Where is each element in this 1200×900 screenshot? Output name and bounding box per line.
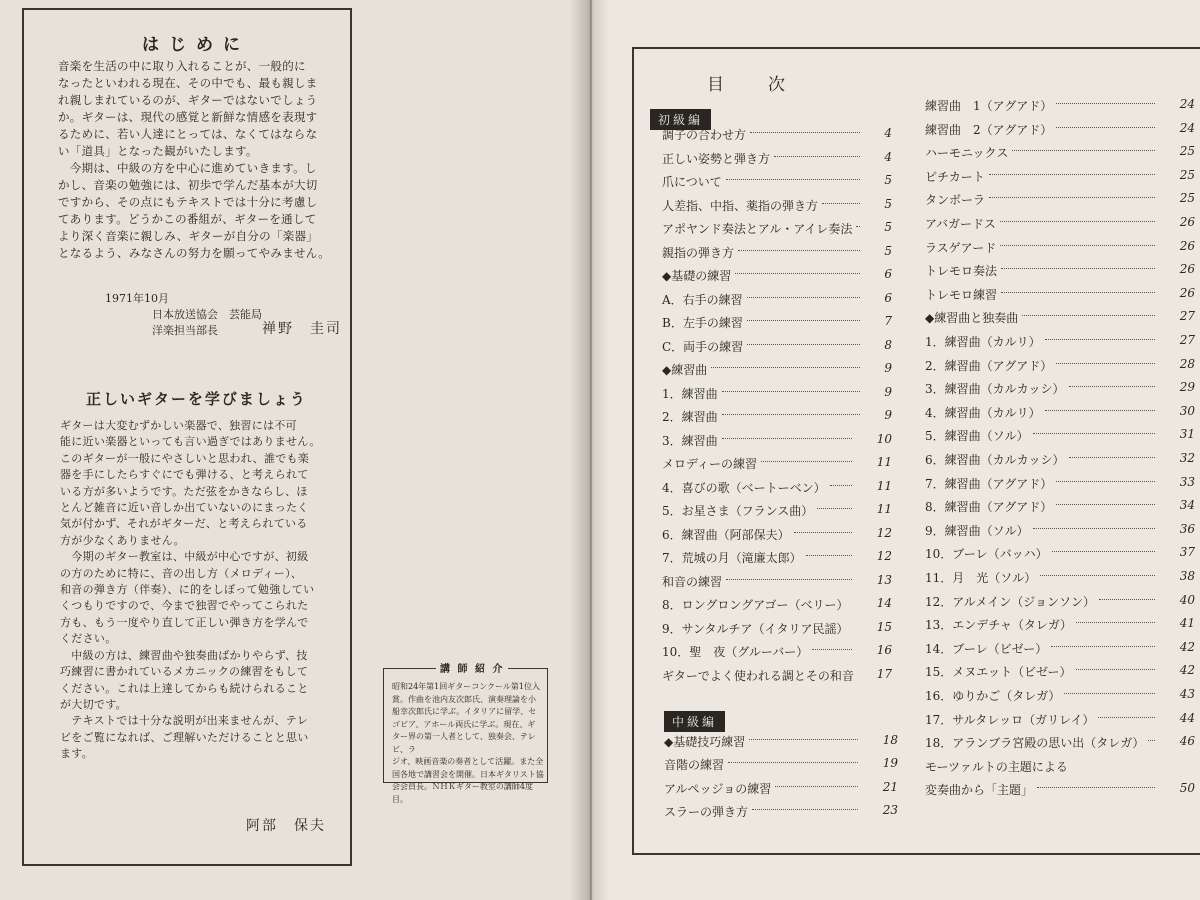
toc-entry-label: ◆基礎の練習 xyxy=(662,269,732,283)
toc-entry-page: 29 xyxy=(1179,380,1195,395)
preface-signer: 禅野 圭司 xyxy=(262,321,342,337)
toc-entry-label: 人差指、中指、薬指の弾き方 xyxy=(662,198,819,213)
toc-entry-label: 爪について xyxy=(662,175,722,189)
toc-leader-dots xyxy=(856,226,860,227)
toc-entry-label: 1．練習曲（カルリ） xyxy=(925,335,1041,349)
toc-entry xyxy=(662,173,892,189)
toc-entry xyxy=(925,498,1195,514)
toc-entry-label: ラスゲアード xyxy=(925,240,997,255)
toc-entry-page: 43 xyxy=(1179,687,1195,701)
toc-entry-label: トレモロ奏法 xyxy=(925,264,998,279)
toc-entry-label: A．右手の練習 xyxy=(662,292,743,307)
toc-entry-page: 9 xyxy=(884,384,892,399)
toc-entry-label: 練習曲 1（アグアド） xyxy=(925,99,1053,113)
toc-entry xyxy=(662,620,892,636)
toc-leader-dots xyxy=(1000,221,1155,222)
toc-entry-label: 正しい姿勢と弾き方 xyxy=(662,151,771,166)
toc-entry xyxy=(925,427,1195,443)
book-gutter xyxy=(570,0,610,900)
toc-entry-label: 5．練習曲（ソル） xyxy=(925,429,1029,444)
toc-entry-label: 変奏曲から「主題」 xyxy=(925,783,1034,798)
toc-entry xyxy=(925,286,1195,302)
toc-entry xyxy=(925,734,1195,750)
toc-entry-label: タンボーラ xyxy=(925,193,986,208)
toc-leader-dots xyxy=(722,391,860,392)
toc-entry xyxy=(662,244,892,260)
toc-leader-dots xyxy=(711,367,860,368)
toc-entry-page: 30 xyxy=(1179,403,1195,418)
toc-entry-label: ギターでよく使われる調とその和音 xyxy=(662,668,854,683)
toc-entry xyxy=(662,220,892,236)
toc-leader-dots xyxy=(728,762,858,763)
toc-entry-page: 42 xyxy=(1179,663,1195,678)
toc-entry xyxy=(925,333,1195,349)
toc-entry-page: 9 xyxy=(884,408,892,422)
toc-entry xyxy=(662,408,892,424)
toc-entry xyxy=(925,451,1195,467)
toc-leader-dots xyxy=(989,174,1155,175)
toc-entry-label: 10．聖 夜（グルーバー） xyxy=(662,645,809,659)
toc-entry-page: 26 xyxy=(1179,215,1195,229)
toc-leader-dots xyxy=(794,532,852,533)
toc-leader-dots xyxy=(747,297,860,298)
toc-entry-page: 25 xyxy=(1179,191,1195,206)
toc-entry-label: 2．練習曲（アグアド） xyxy=(925,358,1053,373)
toc-leader-dots xyxy=(812,649,852,650)
toc-entry xyxy=(664,756,898,772)
toc-entry-label: 7．荒城の月（滝廉太郎） xyxy=(662,551,802,565)
toc-leader-dots xyxy=(1099,599,1155,600)
toc-entry-label: 音階の練習 xyxy=(664,758,725,773)
toc-entry-label: メロディーの練習 xyxy=(662,457,758,471)
toc-entry-page: 5 xyxy=(884,243,892,258)
toc-entry-page: 38 xyxy=(1179,569,1195,583)
toc-entry-page: 11 xyxy=(876,455,892,469)
toc-entry-label: トレモロ練習 xyxy=(925,287,998,302)
toc-entry xyxy=(662,573,892,589)
toc-entry xyxy=(925,191,1195,207)
toc-entry-page: 36 xyxy=(1179,521,1195,536)
toc-entry xyxy=(664,733,898,749)
toc-entry-page: 27 xyxy=(1179,309,1195,324)
toc-entry xyxy=(925,616,1195,632)
toc-entry xyxy=(662,385,892,401)
toc-entry xyxy=(925,687,1195,703)
toc-entry-label: 6．練習曲（阿部保夫） xyxy=(662,527,790,542)
toc-entry-page: 16 xyxy=(876,643,892,657)
toc-entry-label: 10．ブーレ（バッハ） xyxy=(925,547,1048,562)
beginner-section-label: 初級編 xyxy=(650,109,711,130)
toc-entry xyxy=(662,643,892,659)
toc-entry xyxy=(662,267,892,283)
toc-entry-label: 4．喜びの歌（ベートーベン） xyxy=(662,480,826,495)
toc-entry-label: 12．アルメイン（ジョンソン） xyxy=(925,594,1095,609)
toc-entry xyxy=(664,803,898,819)
toc-leader-dots xyxy=(1000,245,1155,246)
toc-entry-label: 18．アランブラ宮殿の思い出（タレガ） xyxy=(925,736,1145,751)
toc-entry-page: 6 xyxy=(884,267,892,281)
toc-entry-label: 8．練習曲（アグアド） xyxy=(925,500,1053,515)
toc-entry-label: 16．ゆりかご（タレガ） xyxy=(925,689,1061,703)
toc-entry-label: 11．月 光（ソル） xyxy=(925,571,1037,585)
toc-entry-page: 34 xyxy=(1179,498,1195,513)
preface-position: 洋楽担当部長 xyxy=(152,324,218,337)
toc-entry-page: 27 xyxy=(1179,333,1195,347)
toc-entry xyxy=(925,239,1195,255)
toc-entry-label: 4．練習曲（カルリ） xyxy=(925,405,1041,420)
toc-entry-page: 37 xyxy=(1179,545,1195,560)
toc-entry xyxy=(662,291,892,307)
toc-entry-label: 8．ロングロングアゴー（ベリー） xyxy=(662,598,849,612)
toc-entry-page: 15 xyxy=(876,619,892,634)
toc-entry-page: 10 xyxy=(876,431,892,446)
toc-entry xyxy=(925,663,1195,679)
toc-entry-label: アポヤンド奏法とアル・アイレ奏法 xyxy=(662,222,853,236)
toc-entry-page: 9 xyxy=(884,361,892,375)
toc-entry-page: 25 xyxy=(1179,144,1195,159)
toc-entry-label: 調子の合わせ方 xyxy=(662,128,747,142)
preface-text: 音楽を生活の中に取り入れることが、一般的に なったといわれる現在、その中でも、最も親しま れ親しまれているのが、ギターではないでしょう か。ギターは、現代の感覚と新鮮な情感を表現す るために、若い人達にとっては、なくてはならな い「道具」となった観がいたします。 今期は、中級の方を中心に進めていきます。し かし、音楽の勉強には、初歩で学んだ基本が大切 ですから、その点にもテキストでは十分に考慮し てあります。どうかこの番組が、ギターを通して より深く音楽に親しみ、ギターが自分の「楽器」 となるよう、みなさんの努力を願ってやみません。 xyxy=(58,59,331,260)
section2-text: ギターは大変むずかしい楽器で、独習には不可 能に近い楽器といっても言い過ぎではありません。 このギターが一般にやさしいと思われ、誰でも楽 器を手にしたらすぐにでも弾ける、と考えられて いる方が多いようです。ただ弦をかきならし、ほ とんど雑音に近い音しか出ていないのにまったく 気が付かず、それがギターだ、と考えられている 方が少なくありません。 今期のギター教室は、中級が中心ですが、初級 の方のために特に、音の出し方（メロディー）、 和音の弾き方（伴奏）、に的をしぼって勉強してい くつもりですので、今まで独習でやってこられた 方も、もう一度やり直して正しい弾き方を学んで ください。 中級の方は、練習曲や独奏曲ばかりやらず、技 巧練習に書かれているメカニックの練習をもして ください。これは上達してからも続けられること が大切です。 テキストでは十分な説明が出来ませんが、テレ ビをご覧になれば、ご理解いただけることと思い ます。 xyxy=(60,419,321,761)
toc-leader-dots xyxy=(1045,410,1155,411)
toc-entry-page: 21 xyxy=(882,779,898,794)
toc-leader-dots xyxy=(830,485,852,486)
preface-date: 1971年10月 xyxy=(105,292,169,305)
toc-entry-page: 5 xyxy=(884,196,892,211)
toc-entry xyxy=(662,432,892,448)
toc-entry xyxy=(925,262,1195,278)
toc-entry-label: 3．練習曲 xyxy=(662,433,718,448)
toc-entry-page: 26 xyxy=(1179,285,1195,300)
toc-leader-dots xyxy=(1033,528,1155,529)
toc-entry xyxy=(925,121,1195,137)
toc-entry xyxy=(662,197,892,213)
section2-author: 阿部 保夫 xyxy=(246,818,326,834)
toc-entry-label: モーツァルトの主題による xyxy=(925,759,1068,774)
toc-entry xyxy=(662,338,892,354)
toc-entry xyxy=(925,309,1195,325)
toc-entry xyxy=(925,758,1195,774)
toc-entry-label: 5．お星さま（フランス曲） xyxy=(662,504,814,518)
toc-entry xyxy=(925,569,1195,585)
toc-entry xyxy=(662,549,892,565)
toc-entry xyxy=(925,475,1195,491)
toc-entry-label: スラーの弾き方 xyxy=(664,804,749,819)
toc-entry-page: 33 xyxy=(1179,474,1195,489)
toc-entry xyxy=(925,357,1195,373)
toc-entry-page: 24 xyxy=(1179,120,1195,135)
toc-entry xyxy=(664,780,898,796)
toc-entry-page: 26 xyxy=(1179,238,1195,253)
toc-leader-dots xyxy=(761,461,852,462)
toc-leader-dots xyxy=(774,156,860,157)
toc-entry-label: B．左手の練習 xyxy=(662,316,743,330)
toc-entry xyxy=(925,711,1195,727)
toc-entry-label: 親指の弾き方 xyxy=(662,245,735,260)
toc-entry-label: 9．練習曲（ソル） xyxy=(925,523,1029,538)
toc-entry xyxy=(662,314,892,330)
toc-leader-dots xyxy=(1056,504,1155,505)
toc-entry-page: 13 xyxy=(876,572,892,587)
preface-org: 日本放送協会 芸能局 xyxy=(152,308,262,321)
toc-leader-dots xyxy=(1022,315,1155,316)
toc-entry-page: 12 xyxy=(876,525,892,540)
toc-entry-page: 4 xyxy=(884,126,892,140)
toc-entry-label: 14．ブーレ（ビゼー） xyxy=(925,641,1048,656)
toc-entry xyxy=(925,144,1195,160)
toc-entry-label: 和音の練習 xyxy=(662,574,723,589)
toc-entry xyxy=(925,781,1195,797)
toc-leader-dots xyxy=(806,555,852,556)
toc-entry-label: ◆練習曲と独奏曲 xyxy=(925,311,1019,326)
toc-leader-dots xyxy=(1148,740,1155,741)
toc-leader-dots xyxy=(1033,433,1155,434)
toc-leader-dots xyxy=(1056,127,1155,128)
toc-entry-page: 41 xyxy=(1179,616,1195,631)
toc-entry-page: 19 xyxy=(882,756,898,771)
toc-entry-page: 28 xyxy=(1179,356,1195,371)
toc-entry-label: 練習曲 2（アグアド） xyxy=(925,122,1053,137)
toc-leader-dots xyxy=(1051,646,1155,647)
toc-leader-dots xyxy=(1012,150,1155,151)
toc-leader-dots xyxy=(989,197,1155,198)
toc-leader-dots xyxy=(726,179,860,180)
toc-leader-dots xyxy=(749,739,858,740)
toc-entry xyxy=(925,545,1195,561)
toc-entry-page: 11 xyxy=(876,502,892,516)
toc-entry-page: 4 xyxy=(884,149,892,164)
toc-leader-dots xyxy=(1001,292,1155,293)
toc-entry-page: 14 xyxy=(876,596,892,610)
toc-entry xyxy=(925,522,1195,538)
toc-entry-label: 9．サンタルチア（イタリア民謡） xyxy=(662,621,849,636)
toc-entry-label: アルペッジョの練習 xyxy=(664,781,772,796)
toc-leader-dots xyxy=(1040,575,1155,576)
intermediate-section-label: 中級編 xyxy=(664,711,725,732)
toc-entry xyxy=(662,526,892,542)
toc-entry-label: アバガードス xyxy=(925,217,996,231)
toc-leader-dots xyxy=(1069,386,1155,387)
toc-leader-dots xyxy=(735,273,860,274)
toc-leader-dots xyxy=(817,508,852,509)
toc-leader-dots xyxy=(750,132,860,133)
section2-title: 正しいギターを学びましょう xyxy=(86,390,307,408)
toc-leader-dots xyxy=(1056,481,1155,482)
toc-entry xyxy=(662,667,892,683)
toc-entry xyxy=(662,479,892,495)
toc-entry-label: C．両手の練習 xyxy=(662,339,744,354)
toc-leader-dots xyxy=(747,320,860,321)
toc-leader-dots xyxy=(726,579,852,580)
instructor-intro-text: 昭和24年第1回ギターコンクール第1位入 賞。作曲を池内友次郎氏、演奏理論を小 船幸次郎氏に学ぶ。イタリアに留学、セ ゴビア、アホール両氏に学ぶ。現在、ギ ター界の第一人者として、独奏会、テレビ、ラ ジオ、映画音楽の奏者として活躍。また全 国各地で講習会を開催。日本ギタリスト協 会会員長。ＮＨＫギター教室の講師4度目。 xyxy=(392,682,544,804)
toc-entry-label: 13．エンデチャ（タレガ） xyxy=(925,618,1073,633)
toc-entry xyxy=(662,126,892,142)
toc-entry xyxy=(662,596,892,612)
toc-entry-label: 7．練習曲（アグアド） xyxy=(925,476,1053,491)
toc-entry xyxy=(925,404,1195,420)
toc-leader-dots xyxy=(1056,103,1155,104)
toc-entry-label: 2．練習曲 xyxy=(662,410,718,424)
instructor-intro-title: 講 師 紹 介 xyxy=(436,660,508,675)
toc-entry-page: 46 xyxy=(1179,734,1195,749)
toc-entry-page: 25 xyxy=(1179,167,1195,182)
toc-entry-label: ハーモニックス xyxy=(925,146,1009,161)
toc-leader-dots xyxy=(822,203,860,204)
toc-entry xyxy=(925,380,1195,396)
toc-leader-dots xyxy=(722,438,852,439)
toc-entry-page: 40 xyxy=(1179,592,1195,607)
toc-entry xyxy=(925,640,1195,656)
toc-leader-dots xyxy=(1052,551,1155,552)
toc-entry-page: 24 xyxy=(1179,97,1195,111)
toc-entry-page: 8 xyxy=(884,337,892,352)
toc-entry xyxy=(662,361,892,377)
toc-entry-page: 12 xyxy=(876,549,892,563)
toc-entry xyxy=(925,168,1195,184)
toc-entry-page: 18 xyxy=(882,733,898,747)
toc-entry xyxy=(925,215,1195,231)
toc-entry-page: 44 xyxy=(1179,710,1195,725)
toc-entry-label: 17．サルタレッロ（ガリレイ） xyxy=(925,712,1095,727)
toc-leader-dots xyxy=(752,809,858,810)
toc-entry-page: 17 xyxy=(876,666,892,681)
toc-entry-page: 5 xyxy=(884,173,892,187)
toc-leader-dots xyxy=(738,250,860,251)
toc-entry-label: 3．練習曲（カルカッシ） xyxy=(925,382,1065,397)
toc-leader-dots xyxy=(1069,457,1155,458)
toc-entry xyxy=(925,593,1195,609)
toc-leader-dots xyxy=(747,344,860,345)
toc-entry-page: 11 xyxy=(876,478,892,493)
toc-leader-dots xyxy=(1056,363,1155,364)
toc-entry-page: 42 xyxy=(1179,639,1195,654)
toc-leader-dots xyxy=(722,414,860,415)
toc-entry-page: 50 xyxy=(1179,781,1195,796)
toc-entry xyxy=(662,150,892,166)
toc-entry-label: 6．練習曲（カルカッシ） xyxy=(925,453,1065,467)
toc-leader-dots xyxy=(1098,717,1155,718)
toc-entry-label: ◆練習曲 xyxy=(662,363,708,377)
toc-entry xyxy=(662,502,892,518)
preface-title: はじめに xyxy=(142,35,250,55)
toc-entry-page: 7 xyxy=(884,314,892,328)
toc-entry-label: 1．練習曲 xyxy=(662,386,718,401)
toc-entry-label: ◆基礎技巧練習 xyxy=(664,735,746,749)
toc-entry-page: 26 xyxy=(1179,262,1195,277)
toc-leader-dots xyxy=(1001,268,1155,269)
toc-entry-label: 15．メヌエット（ビゼー） xyxy=(925,665,1072,680)
toc-entry-page: 5 xyxy=(884,220,892,234)
toc-entry-page: 23 xyxy=(882,802,898,817)
instructor-intro-box xyxy=(383,664,548,804)
toc-leader-dots xyxy=(775,786,858,787)
toc-leader-dots xyxy=(1076,622,1155,623)
toc-entry-page: 31 xyxy=(1179,427,1195,442)
toc-entry-page: 6 xyxy=(884,290,892,305)
toc-entry xyxy=(925,97,1195,113)
toc-leader-dots xyxy=(1076,669,1155,670)
toc-entry-page: 32 xyxy=(1179,451,1195,465)
toc-entry-label: ピチカート xyxy=(925,169,985,184)
toc-title: 目次 xyxy=(707,75,829,95)
toc-leader-dots xyxy=(1045,339,1155,340)
toc-leader-dots xyxy=(1064,693,1155,694)
toc-entry xyxy=(662,455,892,471)
toc-leader-dots xyxy=(1037,787,1155,788)
